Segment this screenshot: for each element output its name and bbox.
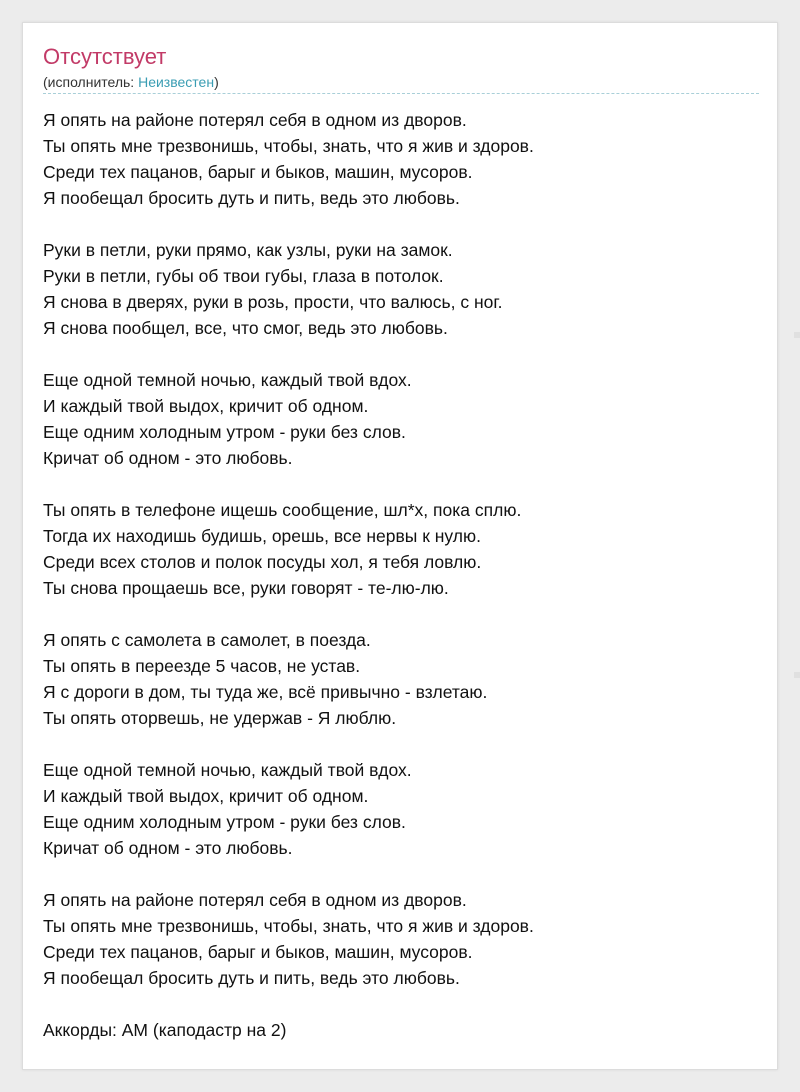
lyric-line: И каждый твой выдох, кричит об одном. xyxy=(43,786,369,806)
lyric-line: Кричат об одном - это любовь. xyxy=(43,838,293,858)
lyric-line: Ты опять мне трезвонишь, чтобы, знать, что я жив и здоров. xyxy=(43,136,534,156)
lyrics-body xyxy=(43,107,759,1043)
stanza-3 xyxy=(43,367,759,471)
stanza-1 xyxy=(43,107,759,211)
lyric-line: Ты опять мне трезвонишь, чтобы, знать, что я жив и здоров. xyxy=(43,916,534,936)
stanza-7 xyxy=(43,887,759,991)
song-title: Отсутствует xyxy=(43,44,167,69)
stanza-6 xyxy=(43,757,759,861)
lyric-line: Я снова в дверях, руки в розь, прости, что валюсь, с ног. xyxy=(43,292,503,312)
page-edge-mark xyxy=(794,672,800,678)
lyric-line: Я опять с самолета в самолет, в поезда. xyxy=(43,630,371,650)
lyrics-card xyxy=(22,22,778,1070)
lyric-line: Я с дороги в дом, ты туда же, всё привычно - взлетаю. xyxy=(43,682,488,702)
chords-note: Аккорды: AM (каподастр на 2) xyxy=(43,1020,287,1040)
artist-line xyxy=(43,73,219,91)
stanza-4 xyxy=(43,497,759,601)
lyric-line: Кричат об одном - это любовь. xyxy=(43,448,293,468)
lyric-line: Ты опять в переезде 5 часов, не устав. xyxy=(43,656,361,676)
lyric-line: Я пообещал бросить дуть и пить, ведь это любовь. xyxy=(43,968,460,988)
lyric-line: Я пообещал бросить дуть и пить, ведь это любовь. xyxy=(43,188,460,208)
lyric-line: Я снова пообщел, все, что смог, ведь это любовь. xyxy=(43,318,448,338)
artist-suffix: ) xyxy=(214,74,219,90)
lyric-line: Ты снова прощаешь все, руки говорят - те-лю-лю. xyxy=(43,578,449,598)
stanza-2 xyxy=(43,237,759,341)
lyric-line: Я опять на районе потерял себя в одном из дворов. xyxy=(43,110,467,130)
page-edge-mark xyxy=(794,332,800,338)
lyric-line: Среди всех столов и полок посуды хол, я тебя ловлю. xyxy=(43,552,482,572)
lyric-line: Ты опять в телефоне ищешь сообщение, шл*х, пока сплю. xyxy=(43,500,522,520)
lyric-line: И каждый твой выдох, кричит об одном. xyxy=(43,396,369,416)
lyric-line: Руки в петли, руки прямо, как узлы, руки на замок. xyxy=(43,240,453,260)
lyric-line: Руки в петли, губы об твои губы, глаза в потолок. xyxy=(43,266,444,286)
lyric-line: Еще одним холодным утром - руки без слов. xyxy=(43,812,406,832)
lyric-line: Среди тех пацанов, барыг и быков, машин, мусоров. xyxy=(43,162,473,182)
lyric-line: Еще одним холодным утром - руки без слов. xyxy=(43,422,406,442)
lyric-line: Я опять на районе потерял себя в одном из дворов. xyxy=(43,890,467,910)
lyric-line: Еще одной темной ночью, каждый твой вдох. xyxy=(43,760,412,780)
artist-link[interactable]: Неизвестен xyxy=(138,74,215,90)
lyric-line: Еще одной темной ночью, каждый твой вдох. xyxy=(43,370,412,390)
lyric-line: Тогда их находишь будишь, орешь, все нервы к нулю. xyxy=(43,526,481,546)
title-divider xyxy=(43,93,759,94)
lyric-line: Среди тех пацанов, барыг и быков, машин, мусоров. xyxy=(43,942,473,962)
artist-prefix: (исполнитель: xyxy=(43,74,139,90)
lyric-line: Ты опять оторвешь, не удержав - Я люблю. xyxy=(43,708,397,728)
stanza-5 xyxy=(43,627,759,731)
